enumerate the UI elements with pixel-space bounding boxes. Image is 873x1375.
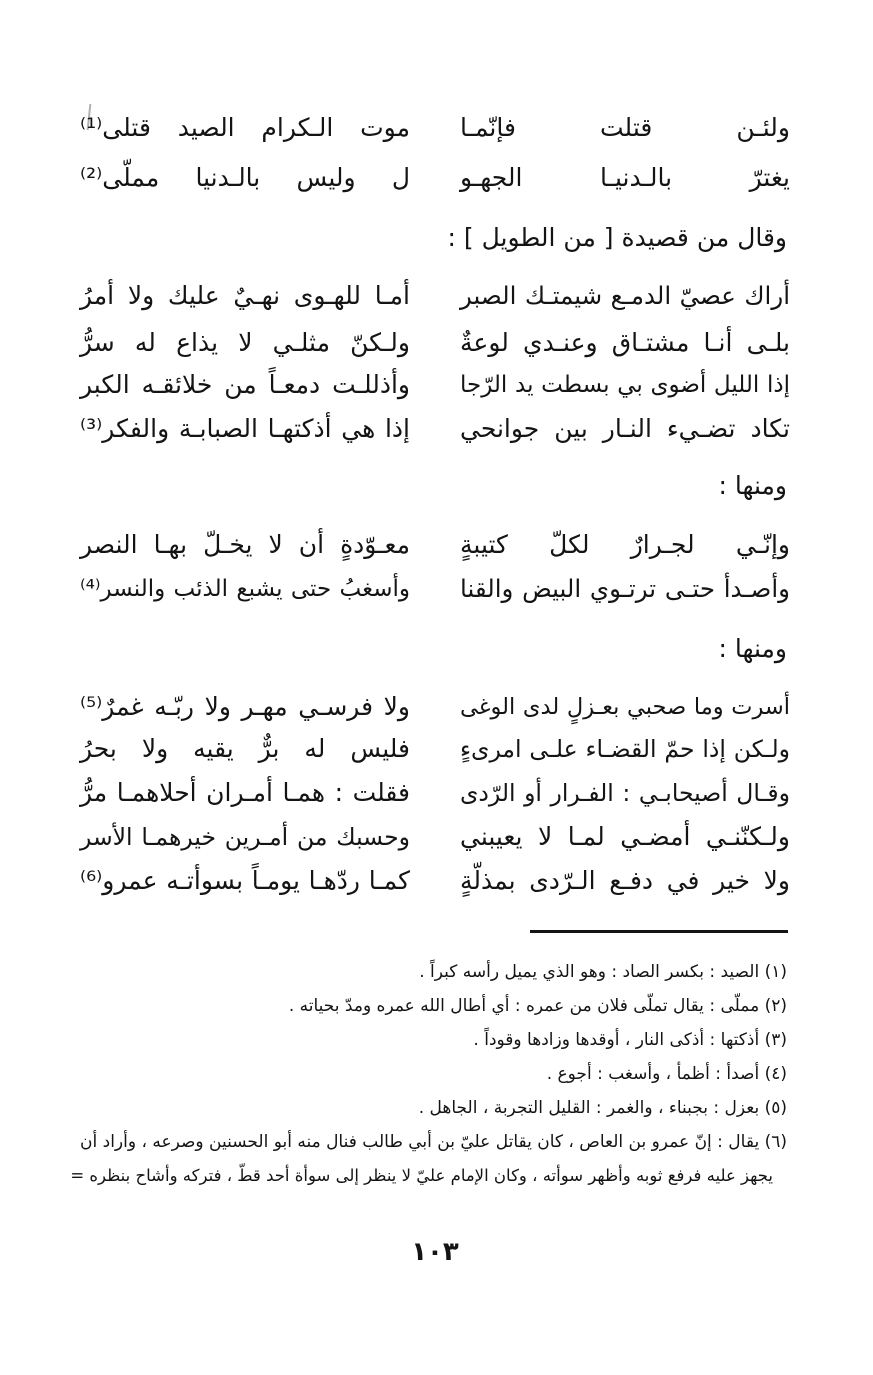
verse-line: [80, 770, 790, 816]
second-hemistich: كمـا ردّهـا يومـاً بسوأتـه عمرو⁽⁶⁾: [80, 866, 410, 895]
second-hemistich: وأذللـت دمعـاً من خلائقـه الكبر: [80, 370, 410, 399]
first-hemistich: ولئـن قتلت فإنّمـا: [460, 113, 790, 142]
verse-line: [80, 814, 790, 860]
footnote: (٥) بعزل : بجبناء ، والغمر : القليل التجربة ، الجاهل .: [418, 1098, 787, 1118]
verse-line: [80, 858, 790, 904]
first-hemistich: بلـى أنـا مشتـاق وعنـدي لوعةٌ: [460, 328, 790, 357]
second-hemistich: ولـكنّ مثلـي لا يذاع له سرُّ: [80, 328, 410, 357]
second-hemistich: فليس له برٌّ يقيه ولا بحرُ: [80, 734, 410, 763]
verse-line: [80, 406, 790, 452]
second-hemistich: ولا فرسـي مهـر ولا ربّـه غمرٌ⁽⁵⁾: [80, 692, 410, 721]
verse-line: [80, 155, 790, 201]
first-hemistich: وأصـدأ حتـى ترتـوي البيض والقنا: [460, 574, 790, 603]
verse-line: [80, 726, 790, 772]
second-hemistich: وحسبك من أمـرين خيرهمـا الأسر: [80, 823, 410, 851]
footnote: (٤) أصدأ : أظمأ ، وأسغب : أجوع .: [546, 1064, 787, 1084]
footnote: (٢) مملّى : يقال تملّى فلان من عمره : أي أطال الله عمره ومدّ بحياته .: [288, 996, 787, 1016]
second-hemistich: إذا هي أذكتهـا الصبابـة والفكر⁽³⁾: [80, 414, 410, 443]
section-intro: ومنها :: [718, 634, 787, 663]
second-hemistich: وأسغبُ حتى يشبع الذئب والنسر⁽⁴⁾: [80, 576, 410, 602]
footnote-separator: [530, 930, 788, 933]
first-hemistich: أراك عصيّ الدمـع شيمتـك الصبر: [460, 281, 790, 310]
verse-line: [80, 320, 790, 366]
verse-line: [80, 684, 790, 730]
verse-line: [80, 362, 790, 408]
second-hemistich: معـوّدةٍ أن لا يخـلّ بهـا النصر: [80, 530, 410, 559]
first-hemistich: ولـكنّنـي أمضـي لمـا لا يعيبني: [460, 822, 790, 851]
footnote: (٦) يقال : إنّ عمرو بن العاص ، كان يقاتل عليّ بن أبي طالب فنال منه أبو الحسنين وصرعه ، وأراد أن: [80, 1132, 787, 1152]
first-hemistich: يغترّ بالـدنيـا الجهـو: [460, 163, 790, 192]
second-hemistich: فقلت : همـا أمـران أحلاهمـا مرُّ: [80, 778, 410, 807]
verse-line: [80, 566, 790, 612]
first-hemistich: أسرت وما صحبي بعـزلٍ لدى الوغى: [460, 694, 790, 720]
second-hemistich: ل وليس بالـدنيا مملّى⁽²⁾: [80, 163, 410, 192]
first-hemistich: إذا الليل أضوى بي بسطت يد الرّجا: [460, 372, 790, 398]
first-hemistich: ولا خير في دفـع الـرّدى بمذلّةٍ: [460, 866, 790, 895]
footnote-continuation: يجهز عليه فرفع ثوبه وأظهر سوأته ، وكان الإمام عليّ لا ينظر إلى سوأة أحد قطّ ، فتركه وأشاح بنظره =: [70, 1166, 773, 1185]
section-intro: ومنها :: [718, 471, 787, 500]
first-hemistich: وقـال أصيحابـي : الفـرار أو الرّدى: [460, 779, 790, 807]
first-hemistich: ولـكن إذا حمّ القضـاء علـى امرىءٍ: [460, 735, 790, 763]
first-hemistich: تكاد تضـيء النـار بين جوانحي: [460, 414, 790, 443]
verse-line: [80, 522, 790, 568]
page-number: ١٠٣: [411, 1237, 459, 1267]
first-hemistich: وإنّـي لجـرارٌ لكلّ كتيبةٍ: [460, 530, 790, 559]
verse-line: [80, 105, 790, 151]
footnote: (٣) أذكتها : أذكى النار ، أوقدها وزادها وقوداً .: [473, 1030, 787, 1050]
poem-intro: وقال من قصيدة [ من الطويل ] :: [447, 223, 787, 252]
second-hemistich: أمـا للهـوى نهـيٌ عليك ولا أمرُ: [80, 281, 410, 310]
verse-line: [80, 273, 790, 319]
second-hemistich: موت الـكرام الصيد قتلى⁽¹⁾: [80, 113, 410, 142]
footnote: (١) الصيد : بكسر الصاد : وهو الذي يميل رأسه كبراً .: [419, 962, 787, 982]
